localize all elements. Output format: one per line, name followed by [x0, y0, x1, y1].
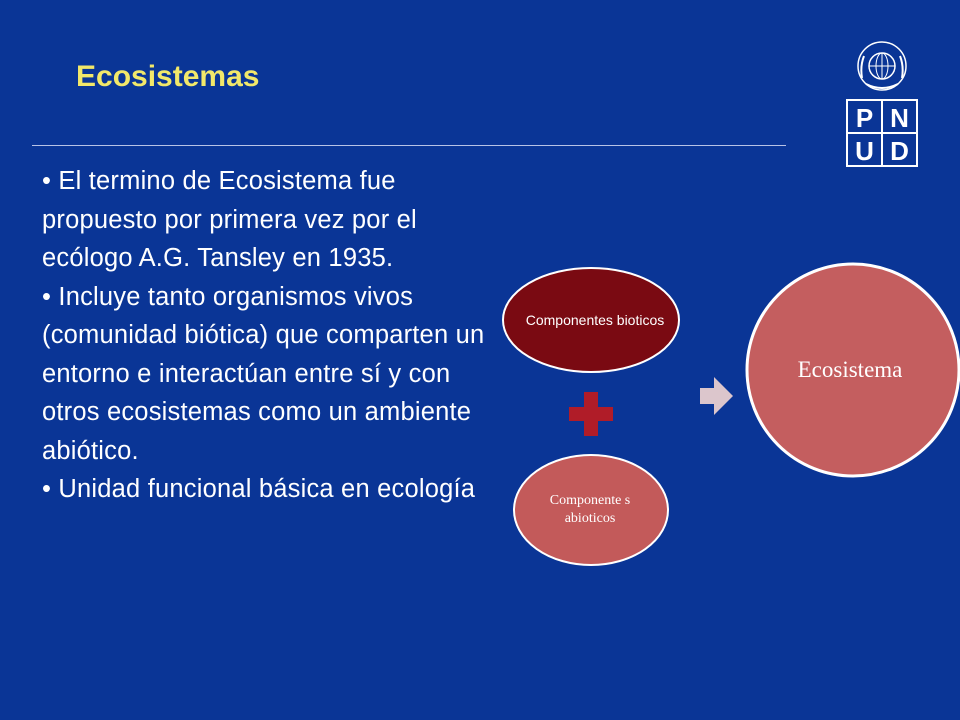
logo-letter-n: N [890, 103, 909, 133]
logo-letter-d: D [890, 136, 909, 166]
bullet-item: • El termino de Ecosistema fue propuesto por primera vez por el ecólogo A.G. Tansley en 1935. [42, 167, 417, 272]
ecosistema-label: Ecosistema [797, 357, 903, 382]
bioticos-label: Componentes bioticos [525, 312, 665, 328]
un-emblem-icon [858, 42, 906, 90]
arrow-icon [700, 377, 733, 415]
plus-icon [569, 392, 613, 436]
logo-letter-u: U [855, 136, 874, 166]
slide-title: Ecosistemas [76, 60, 260, 93]
bullet-item: • Incluye tanto organismos vivos (comunidad biótica) que comparten un entorno e interactúan entre sí y con otros ecosistemas como un ambiente abiótico. [42, 282, 485, 465]
bullet-item: • Unidad funcional básica en ecología [42, 475, 476, 503]
pnud-letters [847, 100, 917, 166]
abioticos-label: Componente s abioticos [549, 493, 631, 526]
pnud-logo [846, 30, 918, 168]
logo-letter-p: P [855, 103, 874, 133]
